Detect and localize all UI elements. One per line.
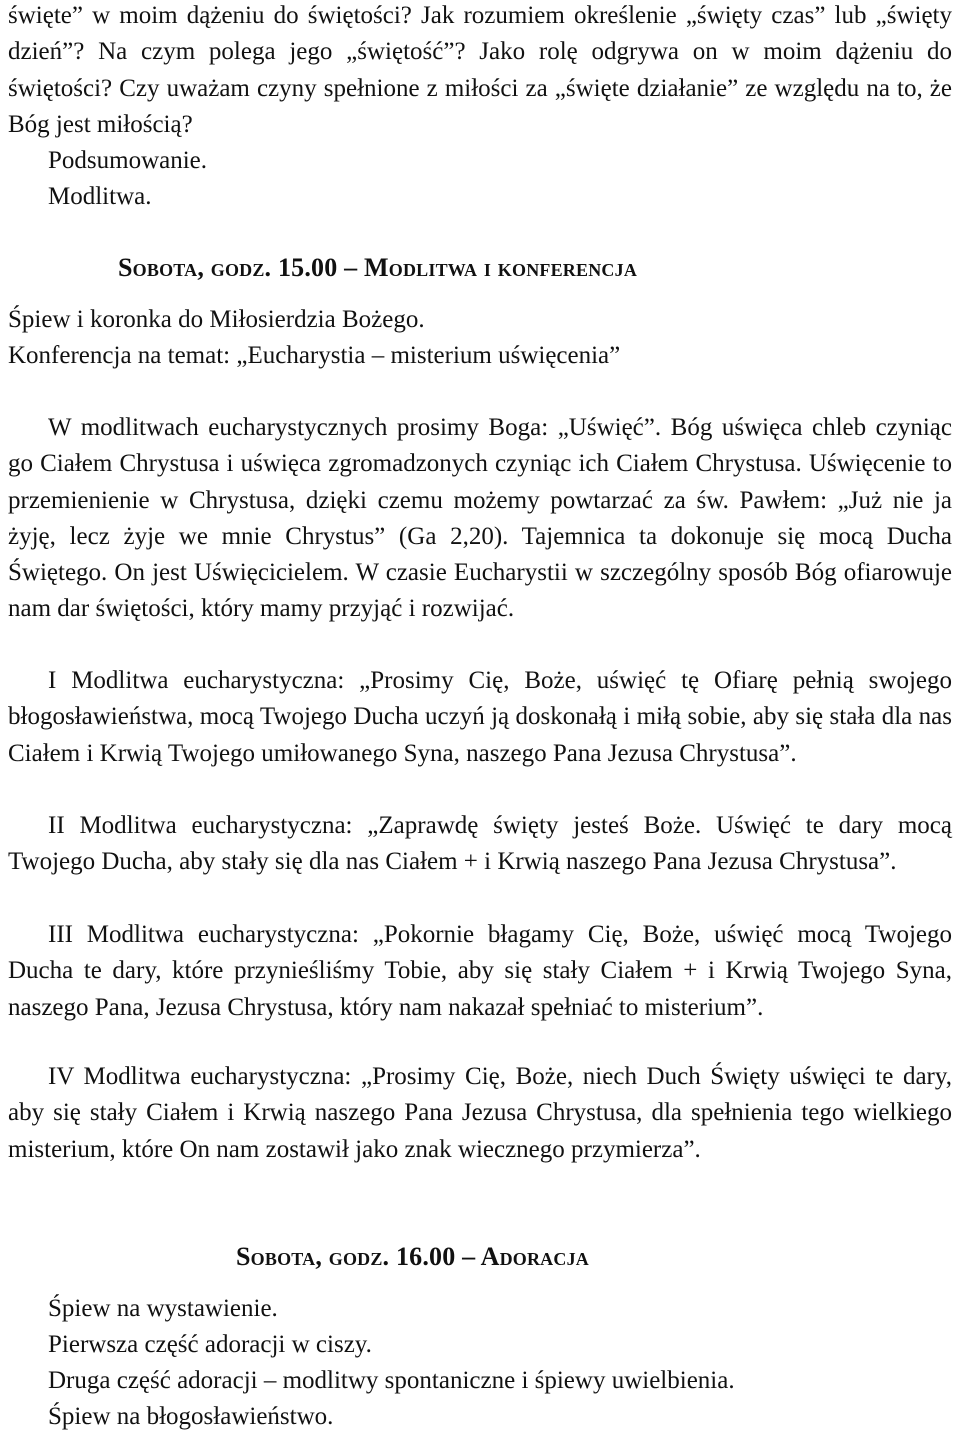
- eucharistic-prayer-4-paragraph: IV Modlitwa eucharystyczna: „Prosimy Cię, Boże, niech Duch Święty uświęci te dary, aby się stały Ciałem i Krwią naszego Pana Jezusa Chrystusa, dla spełnienia tego wielkiego misterium, które On nam zostawił jako znak wiecznego przymierza”.: [8, 1063, 952, 1163]
- intro-paragraph: święte” w moim dążeniu do świętości? Jak rozumiem określenie „święty czas” lub „święty dzień”? Na czym polega jego „świętość”? Jako rolę odgrywa on w moim dążeniu do świętości? Czy uważam czyny spełnione z miłości za „święte działanie” ze względu na to, że Bóg jest miłością?: [8, 2, 952, 138]
- chaplet-line: Śpiew i koronka do Miłosierdzia Bożego.: [8, 306, 425, 333]
- conference-paragraph: W modlitwach eucharystycznych prosimy Boga: „Uświęć”. Bóg uświęca chleb czyniąc go Ciałem Chrystusa i uświęca zgromadzonych czyniąc ich Ciałem Chrystusa. Uświęcenie to przemienienie w Chrystusa, dzięki czemu możemy powtarzać za św. Pawłem: „Już nie ja żyję, lecz żyje we mnie Chrystus” (Ga 2,20). Tajemnica ta dokonuje się mocą Ducha Świętego. On jest Uświęcicielem. W czasie Eucharystii w szczególny sposób Bóg ofiarowuje nam dar świętości, który mamy przyjąć i rozwijać.: [8, 414, 952, 623]
- conference-topic-line: Konferencja na temat: „Eucharystia – misterium uświęcenia”: [8, 342, 621, 369]
- adoration-item: Śpiew na błogosławieństwo.: [48, 1403, 334, 1430]
- summary-line: Podsumowanie.: [48, 147, 208, 174]
- adoration-item: Pierwsza część adoracji w ciszy.: [48, 1331, 372, 1358]
- eucharistic-prayer-1-paragraph: I Modlitwa eucharystyczna: „Prosimy Cię, Boże, uświęć tę Ofiarę pełnią swojego błogosławieństwa, mocą Twojego Ducha uczyń ją doskonałą i miłą sobie, aby się stała dla nas Ciałem i Krwią Twojego umiłowanego Syna, naszego Pana Jezusa Chrystusa”.: [8, 667, 952, 767]
- eucharistic-prayer-3-paragraph: III Modlitwa eucharystyczna: „Pokornie błagamy Cię, Boże, uświęć mocą Twojego Ducha te dary, które przynieśliśmy Tobie, aby się stały Ciałem + i Krwią Twojego Syna, naszego Pana, Jezusa Chrystusa, który nam nakazał spełniać to misterium”.: [8, 921, 952, 1021]
- adoration-item: Śpiew na wystawienie.: [48, 1295, 278, 1322]
- eucharistic-prayer-2-paragraph: II Modlitwa eucharystyczna: „Zaprawdę święty jesteś Boże. Uświęć te dary mocą Twojego Ducha, aby stały się dla nas Ciałem + i Krwią naszego Pana Jezusa Chrystusa”.: [8, 812, 952, 876]
- adoration-item: Druga część adoracji – modlitwy spontaniczne i śpiewy uwielbienia.: [48, 1367, 735, 1394]
- section-heading-1500: Sobota, godz. 15.00 – Modlitwa i konferencja: [118, 253, 638, 282]
- section-heading-1600: Sobota, godz. 16.00 – Adoracja: [236, 1242, 589, 1271]
- prayer-line: Modlitwa.: [48, 183, 152, 210]
